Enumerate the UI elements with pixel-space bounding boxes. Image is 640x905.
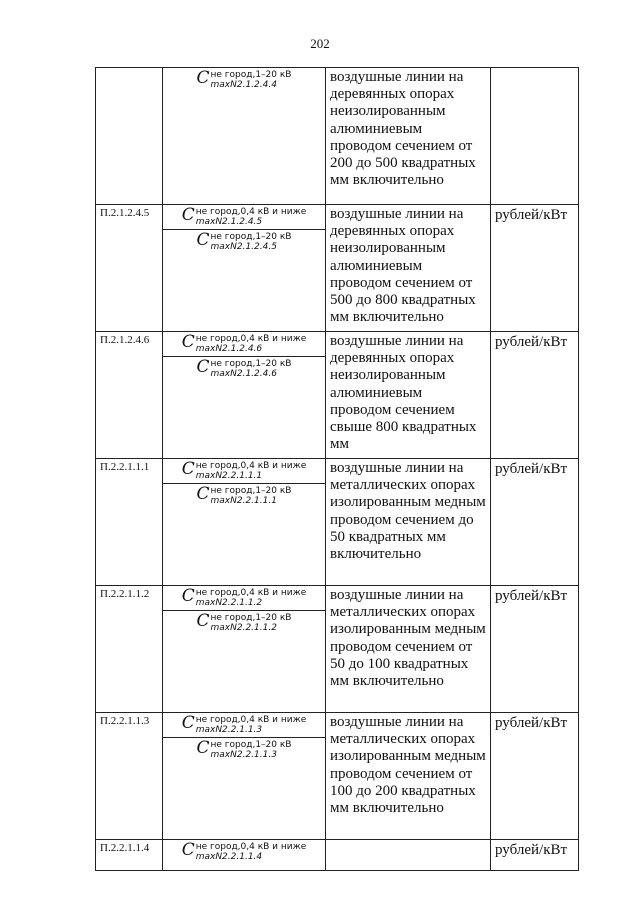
formula-indices bbox=[211, 740, 292, 760]
formula-subscript: maxN2.1.2.4.6 bbox=[195, 344, 263, 354]
formula-cell bbox=[163, 586, 326, 713]
formula-superscript: не город,1–20 кВ bbox=[210, 613, 292, 623]
table-row bbox=[96, 713, 579, 840]
table-row bbox=[96, 586, 579, 713]
formula-superscript: не город,1–20 кВ bbox=[210, 232, 292, 242]
formula-superscript: не город,0,4 кВ и ниже bbox=[195, 461, 307, 471]
rate-formula bbox=[163, 840, 325, 864]
formula-subscript: maxN2.2.1.1.3 bbox=[195, 725, 263, 735]
formula-subscript: maxN2.2.1.1.1 bbox=[195, 471, 263, 481]
line-description-cell: воздушные линии на металлических опорах изолированным медным проводом сечением от 50 до 100 квадратных мм включительно bbox=[326, 586, 491, 713]
formula-subscript: maxN2.2.1.1.3 bbox=[210, 750, 277, 760]
formula-symbol: C bbox=[181, 586, 195, 606]
rate-formula bbox=[163, 483, 325, 508]
formula-cell bbox=[163, 459, 326, 586]
formula-subscript: maxN2.1.2.4.5 bbox=[195, 217, 263, 227]
formula-cell bbox=[163, 68, 326, 205]
rate-code-cell: П.2.1.2.4.6 bbox=[96, 332, 163, 459]
formula-indices bbox=[196, 842, 307, 862]
unit-cell: рублей/кВт bbox=[491, 205, 579, 332]
unit-cell bbox=[491, 68, 579, 205]
line-description-cell: воздушные линии на деревянных опорах неизолированным алюминиевым проводом сечением от 200 до 500 квадратных мм включительно bbox=[326, 68, 491, 205]
formula-subscript: maxN2.2.1.1.1 bbox=[210, 496, 277, 506]
formula-superscript: не город,1–20 кВ bbox=[210, 70, 292, 80]
line-description-cell: воздушные линии на металлических опорах изолированным медным проводом сечением до 50 квадратных мм включительно bbox=[326, 459, 491, 586]
formula-subscript: maxN2.1.2.4.6 bbox=[210, 369, 277, 379]
formula-indices bbox=[196, 588, 307, 608]
formula-subscript: maxN2.2.1.1.2 bbox=[210, 623, 277, 633]
line-description-cell: воздушные линии на деревянных опорах неизолированным алюминиевым проводом сечением от 500 до 800 квадратных мм включительно bbox=[326, 205, 491, 332]
formula-indices bbox=[211, 232, 292, 252]
rate-formula bbox=[163, 356, 325, 381]
rate-formula bbox=[163, 68, 325, 92]
rate-code-cell: П.2.2.1.1.1 bbox=[96, 459, 163, 586]
formula-indices bbox=[196, 207, 307, 227]
formula-indices bbox=[196, 461, 307, 481]
formula-superscript: не город,1–20 кВ bbox=[210, 486, 292, 496]
formula-superscript: не город,1–20 кВ bbox=[210, 359, 292, 369]
rate-code-cell bbox=[96, 68, 163, 205]
table-row bbox=[96, 205, 579, 332]
rate-formula bbox=[163, 586, 325, 610]
formula-superscript: не город,0,4 кВ и ниже bbox=[195, 715, 307, 725]
table-row bbox=[96, 840, 579, 871]
formula-indices bbox=[211, 359, 292, 379]
formula-subscript: maxN2.1.2.4.4 bbox=[210, 80, 277, 90]
unit-cell: рублей/кВт bbox=[491, 332, 579, 459]
formula-cell bbox=[163, 840, 326, 871]
formula-superscript: не город,0,4 кВ и ниже bbox=[195, 334, 307, 344]
formula-indices bbox=[211, 613, 292, 633]
formula-indices bbox=[196, 715, 307, 735]
line-description-cell: воздушные линии на деревянных опорах неизолированным алюминиевым проводом сечением свыше 800 квадратных мм bbox=[326, 332, 491, 459]
rates-table-body bbox=[96, 68, 579, 871]
unit-cell: рублей/кВт bbox=[491, 586, 579, 713]
line-description-cell bbox=[326, 840, 491, 871]
table-row bbox=[96, 68, 579, 205]
formula-subscript: maxN2.2.1.1.4 bbox=[195, 852, 263, 862]
formula-subscript: maxN2.1.2.4.5 bbox=[210, 242, 277, 252]
rate-formula bbox=[163, 713, 325, 737]
formula-symbol: C bbox=[196, 738, 210, 758]
table-row bbox=[96, 459, 579, 586]
formula-superscript: не город,0,4 кВ и ниже bbox=[195, 207, 307, 217]
formula-cell bbox=[163, 332, 326, 459]
formula-indices bbox=[196, 334, 307, 354]
formula-subscript: maxN2.2.1.1.2 bbox=[195, 598, 263, 608]
table-row bbox=[96, 332, 579, 459]
formula-symbol: C bbox=[181, 459, 195, 479]
formula-indices bbox=[211, 486, 292, 506]
line-description-cell: воздушные линии на металлических опорах изолированным медным проводом сечением от 100 до 200 квадратных мм включительно bbox=[326, 713, 491, 840]
rate-code-cell: П.2.1.2.4.5 bbox=[96, 205, 163, 332]
rate-code-cell: П.2.2.1.1.3 bbox=[96, 713, 163, 840]
formula-symbol: C bbox=[196, 357, 210, 377]
formula-symbol: C bbox=[181, 205, 195, 225]
formula-superscript: не город,1–20 кВ bbox=[210, 740, 292, 750]
unit-cell: рублей/кВт bbox=[491, 840, 579, 871]
rate-formula bbox=[163, 205, 325, 229]
formula-symbol: C bbox=[196, 484, 210, 504]
unit-cell: рублей/кВт bbox=[491, 459, 579, 586]
formula-symbol: C bbox=[196, 68, 210, 88]
rate-code-cell: П.2.2.1.1.4 bbox=[96, 840, 163, 871]
formula-cell bbox=[163, 205, 326, 332]
formula-symbol: C bbox=[181, 840, 195, 860]
formula-superscript: не город,0,4 кВ и ниже bbox=[195, 588, 307, 598]
rate-formula bbox=[163, 610, 325, 635]
formula-cell bbox=[163, 713, 326, 840]
page-number: 202 bbox=[310, 36, 330, 51]
rate-code-cell: П.2.2.1.1.2 bbox=[96, 586, 163, 713]
rate-formula bbox=[163, 737, 325, 762]
rates-table bbox=[95, 67, 579, 871]
formula-symbol: C bbox=[181, 713, 195, 733]
formula-superscript: не город,0,4 кВ и ниже bbox=[195, 842, 307, 852]
rate-formula bbox=[163, 459, 325, 483]
formula-symbol: C bbox=[196, 611, 210, 631]
rate-formula bbox=[163, 332, 325, 356]
unit-cell: рублей/кВт bbox=[491, 713, 579, 840]
formula-indices bbox=[211, 70, 292, 90]
formula-symbol: C bbox=[196, 230, 210, 250]
formula-symbol: C bbox=[181, 332, 195, 352]
rate-formula bbox=[163, 229, 325, 254]
